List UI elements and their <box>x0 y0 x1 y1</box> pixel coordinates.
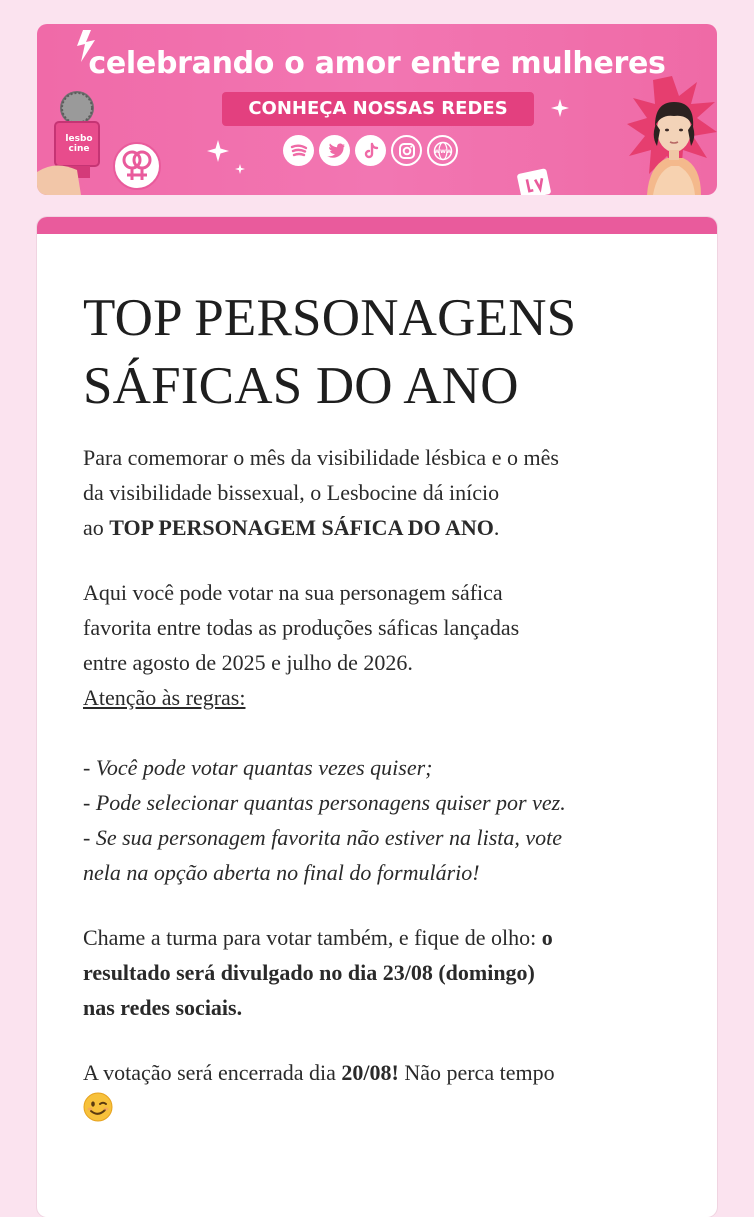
website-link[interactable] <box>427 135 458 166</box>
vote-line-1: Aqui você pode votar na sua personagem sáfica <box>83 580 503 605</box>
twitter-link[interactable] <box>319 135 350 166</box>
closing-date: 20/08! <box>341 1060 399 1085</box>
intro-line-3-suffix: . <box>493 515 500 540</box>
rule-item: - Pode selecionar quantas personagens quiser por vez. <box>83 790 566 815</box>
intro-paragraph <box>83 440 671 545</box>
result-date-text: resultado será divulgado no dia 23/08 (domingo) <box>83 960 535 985</box>
header-banner <box>37 24 717 195</box>
result-channel-text: nas redes sociais. <box>83 995 243 1020</box>
wink-emoji-icon <box>83 1092 113 1122</box>
woman-portrait-image <box>627 74 717 195</box>
lesbocine-logo <box>517 165 553 195</box>
closing-suffix: Não perca tempo <box>398 1060 555 1085</box>
tiktok-icon <box>360 140 382 162</box>
instagram-link[interactable] <box>391 135 422 166</box>
form-description <box>37 234 717 1132</box>
sparkle-icon <box>207 140 229 162</box>
rule-item: - Se sua personagem favorita não estiver na lista, vote <box>83 825 563 850</box>
call-paragraph <box>83 920 671 1025</box>
intro-line-1: Para comemorar o mês da visibilidade lésbica e o mês <box>83 445 559 470</box>
tiktok-link[interactable] <box>355 135 386 166</box>
closing-prefix: A votação será encerrada dia <box>83 1060 342 1085</box>
social-links <box>283 135 458 166</box>
sparkle-icon <box>551 99 569 117</box>
banner-title: celebrando o amor entre mulheres <box>88 46 666 81</box>
intro-line-3-prefix: ao <box>83 515 110 540</box>
form-header-card <box>37 217 717 1217</box>
contest-name: TOP PERSONAGEM SÁFICA DO ANO <box>109 515 494 540</box>
website-label: www <box>433 146 452 155</box>
closing-paragraph <box>83 1055 671 1132</box>
call-line-1-bold: o <box>541 925 553 950</box>
intro-line-2: da visibilidade bissexual, o Lesbocine dá início <box>83 480 500 505</box>
form-title-line-1: TOP PERSONAGENS <box>83 289 577 347</box>
call-line-1-prefix: Chame a turma para votar também, e fique de olho: <box>83 925 542 950</box>
website-icon <box>432 140 454 162</box>
vote-line-2: favorita entre todas as produções sáficas lançadas <box>83 615 520 640</box>
form-title <box>83 284 671 420</box>
vote-line-3: entre agosto de 2025 e julho de 2026. <box>83 650 413 675</box>
social-networks-button[interactable]: CONHEÇA NOSSAS REDES <box>222 92 534 126</box>
spotify-icon <box>288 140 310 162</box>
rules-list <box>83 750 671 890</box>
card-accent-bar <box>37 217 717 234</box>
twitter-icon <box>324 140 346 162</box>
form-title-line-2: SÁFICAS DO ANO <box>83 357 519 415</box>
vote-paragraph <box>83 575 671 715</box>
lesbian-symbol-icon <box>113 142 161 190</box>
sparkle-icon <box>235 164 245 174</box>
mic-label: lesbo cine <box>65 134 93 154</box>
rules-heading: Atenção às regras: <box>83 685 246 710</box>
rule-item: nela na opção aberta no final do formulário! <box>83 860 480 885</box>
spotify-link[interactable] <box>283 135 314 166</box>
instagram-icon <box>397 141 417 161</box>
rule-item: - Você pode votar quantas vezes quiser; <box>83 755 433 780</box>
